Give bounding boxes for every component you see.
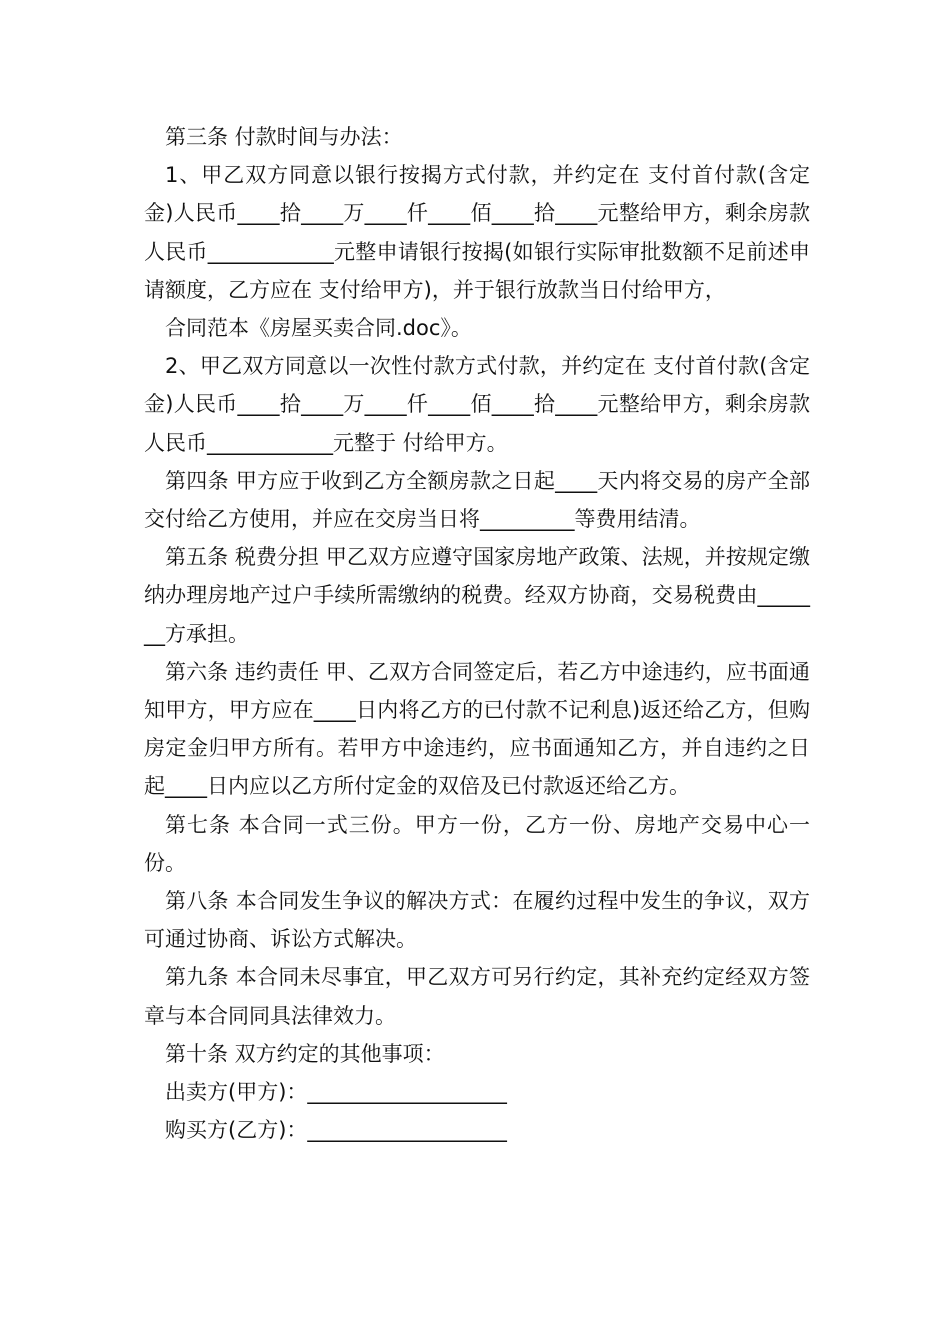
document-page [144,118,810,1149]
article-4-delivery: 第四条 甲方应于收到乙方全额房款之日起____天内将交易的房产全部交付给乙方使用，并应在交房当日将_________等费用结清。 [144,468,810,532]
payment-clause-mortgage: 1、甲乙双方同意以银行按揭方式付款，并约定在 支付首付款(含定金)人民币____拾____万____仟____佰____拾____元整给甲方，剩余房款人民币____________元整申请银行按揭(如银行实际审批数额不足前述申请额度，乙方应在 支付给甲方)，并于银行放款当日付给甲方， [144,163,810,302]
article-5-taxes: 第五条 税费分担 甲乙双方应遵守国家房地产政策、法规，并按规定缴纳办理房地产过户手续所需缴纳的税费。经双方协商，交易税费由_______方承担。 [144,545,810,646]
article-8-disputes: 第八条 本合同发生争议的解决方式：在履约过程中发生的争议，双方可通过协商、诉讼方式解决。 [144,889,810,952]
article-9-supplements: 第九条 本合同未尽事宜，甲乙双方可另行约定，其补充约定经双方签章与本合同同具法律效力。 [144,965,810,1028]
article-7-copies: 第七条 本合同一式三份。甲方一份，乙方一份、房地产交易中心一份。 [144,812,810,875]
article-3-heading: 第三条 付款时间与办法： [165,125,403,149]
contract-template-note: 合同范本《房屋买卖合同.doc》。 [165,316,472,341]
buyer-signature-line: 购买方(乙方)：___________________ [165,1118,507,1143]
payment-clause-lump-sum: 2、甲乙双方同意以一次性付款方式付款，并约定在 支付首付款(含定金)人民币____拾____万____仟____佰____拾____元整给甲方，剩余房款人民币____________元整于 付给甲方。 [144,354,810,455]
seller-signature-line: 出卖方(甲方)：___________________ [165,1080,507,1105]
article-6-breach: 第六条 违约责任 甲、乙双方合同签定后，若乙方中途违约，应书面通知甲方，甲方应在____日内将乙方的已付款不记利息)返还给乙方，但购房定金归甲方所有。若甲方中途违约，应书面通知乙方，并自违约之日起____日内应以乙方所付定金的双倍及已付款返还给乙方。 [144,659,810,799]
article-10-other-matters: 第十条 双方约定的其他事项： [165,1041,445,1066]
